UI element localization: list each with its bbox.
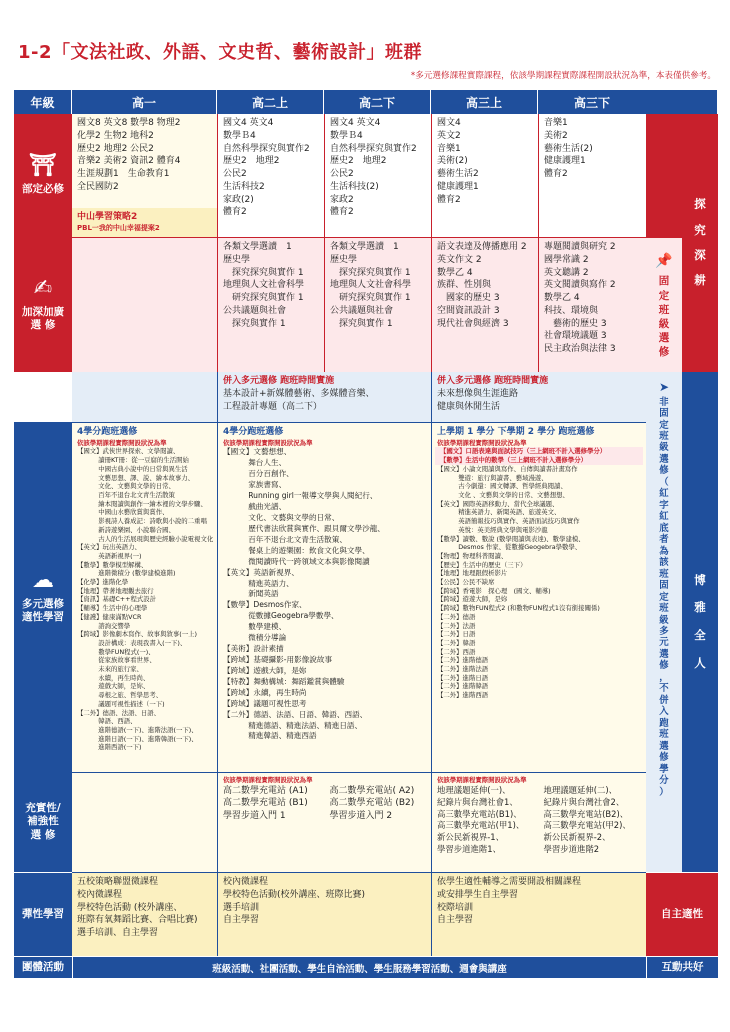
header-grade-3a: 高三上 (431, 90, 538, 114)
remedial-grade-2: 依該學期課程實際開設狀況為準 高二數學充電站 (A1) 高二數學充電站 (B1) 學習步道入門 1 高二數學充電站( A2) 高二數學充電站 (B2) 學習步道入門 2 (217, 772, 431, 872)
merged-grade-1 (72, 372, 217, 422)
send-icon: ➤ (658, 380, 670, 394)
required-grade-3b: 音樂1 美術2 藝術生活(2) 健康護理1 體育2 (538, 114, 646, 238)
flexible-grade-3: 依學生適性輔導之需要開設相關課程 或安排學生自主學習 校際培訓 自主學習 (431, 872, 646, 956)
page-title: 1-2「文法社政、外語、文史哲、藝術設計」班群 (18, 42, 423, 63)
header-grade-3b: 高三下 (538, 90, 646, 114)
required-grade-3a: 國文4 英文2 音樂1 美術(2) 藝術生活2 健康護理1 體育2 (431, 114, 538, 238)
pbl-course: PBL一我的中山幸福提案2 (77, 223, 160, 232)
flexible-grade-2: 校內微課程 學校特色活動(校外講座、班際比賽) 選手培訓 自主學習 (217, 872, 431, 956)
row-head-elective: ☁ 多元選修 適性學習 (14, 422, 72, 772)
advanced-grade-1 (72, 238, 217, 372)
vertical-explore: 探 究 深 耕 (694, 197, 706, 288)
row-head-group: 團體活動 (14, 956, 72, 978)
vertical-broad: 博 雅 全 人 (694, 572, 706, 670)
header-grade-1: 高一 (72, 90, 217, 114)
required-grade-2a: 國文4 英文4 數學Ｂ4 自然科學探究與實作2 歷史2 地理2 公民2 生活科技2 家政(2) 體育2 (217, 114, 324, 238)
scholar-icon: ⛩ (29, 153, 57, 179)
cloud-network-icon: ☁ (32, 567, 54, 593)
row-head-flexible: 彈性學習 (14, 872, 72, 956)
merged-grade-3: 併入多元選修 跑班時間實施 未來想像與生涯進路 健康與休閒生活 (431, 372, 646, 422)
merged-grade-2: 併入多元選修 跑班時間實施 基本設計+新媒體藝術、多媒體音樂、 工程設計專題（高二下） (217, 372, 431, 422)
row-head-remedial: 充實性/ 補強性 選 修 (14, 772, 72, 872)
header-blank (646, 90, 718, 114)
elective-grade-2: 4學分跑班選修 依該學期課程實際開設狀況為準 【國文】文藝想想、 舞台人生、 百分百創作、 家族書寫、 Running girl一報導文學與人閱紀行、 戲曲光譜、 文化、文藝與文學的日常、 歷代書法欣賞與實作、跟貝爾文學沙龍、 百年不退台北文青生活散策、 餐桌上的遊樂園：飲食文化與文學、 微閱讀時代一跨領域文本與影像閱讀 【英文】英語新視界、 精進英語力、 新聞英語 【數學】Desmos作家、 從數據Geogebra學數學、 數學建模、 微積分導論 【美術】設計素描 【跨域】基礎攝影-用影像說故事 【跨域】遊戲大師，是妳 【特教】舞動構城：舞蹈鑑賞與體驗 【跨域】永續，再生時尚 【跨域】議題可視性思考 【二外】德語、法語、日語、韓語、西語、 精進德語、精進法語、精進日語、 精進韓語、精進西語 (217, 422, 431, 772)
advanced-grade-3a: 語文表達及傳播應用 2 英文作文 2 數學乙 4 族群、性別與 國家的歷史 3 空間資訊設計 3 現代社會與經濟 3 (431, 238, 538, 372)
elective-grade-1: 4學分跑班選修 依該學期課程實際開設狀況為準 【國文】武俠世界探索、文學閱讀、 讀冊KT冊：從一豆腐的生活開始 中國古典小說中的日常與異生活 文藝思想、譯、説、繪本故事力、 文化、文藝與文學的日常、 百年不退台北文青生活散策 繪本閱讀與創作一繪本裡的文學步驟、 中國山水藝欣賞與賞作、 影視詩人養成記：詩歌與小說的二重唱 新詩遊樂園、小說聯合國、 古人的生活展現與歷史經驗小說電視文化 【英文】玩出英語力、 英語新視界(一) 【數學】數學模型解構、 進階微積分 (數學建模進階) 【化學】進階化學 【地理】帶著地理觀去旅行 【資訊】基礎C++程式設計 【輔導】生活中的心理學 【健護】健康滿點VCR 諮詢交響學 【跨域】影像劇本寫作、故事與敘事(一上) 設計構成：表現我書入(一下)、 數學FUN程式(一)、 從家族故事看世界、 未來的旅行家、 永續，再生時尚、 遊戲大師，是妳、 尋根之旅、哲學思考、 議題可視性描述（一下) 【二外】德語、法語、日語、 韓語、西語、 進階德語(一下)、進階法語(一下)、 進階日語(一下)、進階韓語(一下)、 進階西語(一下) (72, 422, 217, 772)
hand-book-icon: ✍ (33, 275, 53, 301)
pin-icon: 📌 (655, 252, 673, 269)
page-note: *多元選修課程實際課程，依該學期課程實際課程開設狀況為準，本表僅供參考。 (410, 71, 716, 81)
side-team: 互動共好 (646, 956, 718, 978)
header-grade-2b: 高二下 (324, 90, 431, 114)
advanced-grade-3b: 專題閱讀與研究 2 國學常識 2 英文聽講 2 英文閱讀與寫作 2 數學乙 4 科技、環境與 藝術的歷史 3 社會環境議題 3 民主政治與法律 3 (538, 238, 646, 372)
row-head-advanced: ✍ 加深加廣 選 修 (14, 238, 72, 372)
header-grade-2a: 高二上 (217, 90, 324, 114)
required-grade-1: 國文8 英文8 數學8 物理2 化學2 生物2 地科2 歷史2 地理2 公民2 音樂2 美術2 資訊2 體育4 生涯規劃1 生命教育1 全民國防2 中山學習策略2 PBL一我的中山幸福提案2 (72, 114, 217, 238)
side-self: 自主適性 (646, 872, 718, 956)
advanced-grade-2a: 各類文學選讀 1 歷史學 探究探究與實作 1 地理與人文社會科學 研究探究與實作 1 公共議題與社會 探究與實作 1 (217, 238, 324, 372)
header-grade: 年級 (14, 90, 72, 114)
side-non-fixed (646, 372, 682, 956)
side-explore (682, 114, 718, 372)
vertical-nonfixed: 非 固 定 班 級 選 修 （ 紅 字 紅 底 者 為 該 班 固 定 班 級 多 元 選 修 ， 不 併 入 跑 班 選 修 學 分 ） (659, 396, 669, 798)
elective-grade-3: 上學期 1 學分 下學期 2 學分 跑班選修 依該學期課程實際開設狀況為準 【國文】口語表達與面試技巧（三上網班不計入選修學分） 【數學】生活中的數學（三上網班不計入選修學分） 【國文】小論文閱讀與寫作、自傳與讀書計畫寫作 雙遊：旅行與讀書、藝域漫遊、 古今劇還：國文轉譯、哲學經典閱讀、 文化 、文藝與文學的日常、文藝想想、 【英文】國際英語移動力、當代全球議題、 精進英語力、新聞英語、旅遊英文、 英語簡報技巧與實作、英語面試技巧與實作 英悅：英美經典文學與電影沙龍 【數學】讀數、數說 (數學閱讀與表達)、數學建模、 Desmos 作家、從數據Geogebra學數學、 【物理】物理科普閱讀、 【歷史】生活中的歷史（三下） 【地理】地理跟假析影片 【公民】公民不缺席 【跨域】香電影 探心理 (國文、輔導) 【跨域】遊遊大師，是妳 【跨域】數物FUN程式2 (和數物FUN程式1沒有銜接關係) 【二外】德語 【二外】法語 【二外】日語 【二外】韓語 【二外】西語 【二外】進階德語 【二外】進階法語 【二外】進階日語 【二外】進階韓語 【二外】進階西語 (431, 422, 646, 772)
strategy-course: 中山學習策略2 (77, 212, 138, 222)
group-activity: 班級活動、社團活動、學生自治活動、學生服務學習活動、週會與講座 (72, 956, 646, 978)
flexible-grade-1: 五校策略聯盟微課程 校內微課程 學校特色活動 (校外講座、 班際有氧舞蹈比賽、合唱比賽) 選手培訓、自主學習 (72, 872, 217, 956)
required-grade-2b: 國文4 英文4 數學Ｂ4 自然科學探究與實作2 歷史2 地理2 公民2 生活科技(2) 家政2 體育2 (324, 114, 431, 238)
advanced-grade-2b: 各類文學選讀 1 歷史學 探究探究與實作 1 地理與人文社會科學 研究探究與實作 1 公共議題與社會 探究與實作 1 (324, 238, 431, 372)
row-head-required: ⛩ 部定必修 (14, 114, 72, 238)
side-fixed (646, 238, 682, 372)
remedial-grade-3: 依該學期課程實際開設狀況為準 地理議題延伸(一)、 紀錄片與台灣社會1、 高三數學充電站(B1)、 高三數學充電站(甲1)、 新公民新視界-1、 學習步道進階1、 地理議題延伸(二)、 紀錄片與台灣社會2、 高三數學充電站(B2)、 高三數學充電站(甲2)、 新公民新視界-2、 學習步道進階2 (431, 772, 646, 872)
vertical-fixed: 固 定 班 級 選 修 (658, 275, 670, 359)
side-broad (682, 372, 718, 872)
remedial-grade-1 (72, 772, 217, 872)
